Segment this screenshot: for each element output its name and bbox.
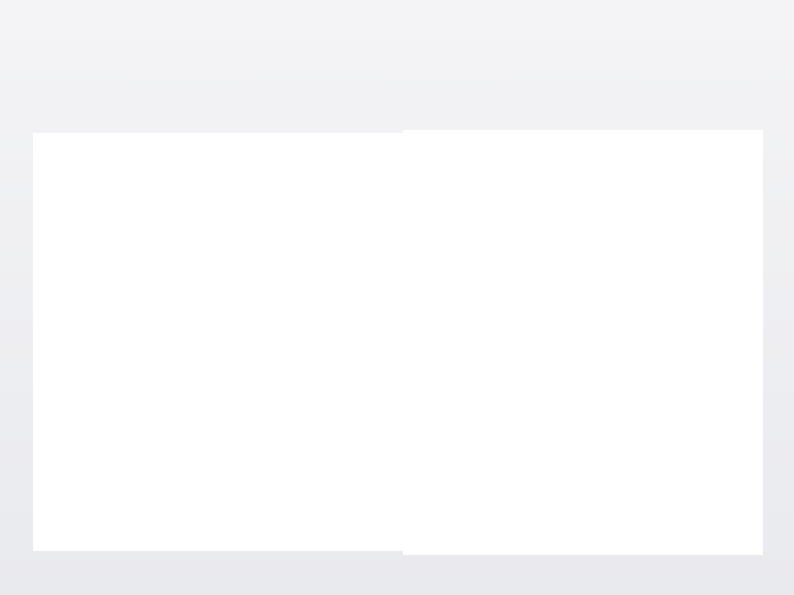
- raid-comparison-table: [33, 133, 403, 551]
- table-body: [33, 133, 403, 551]
- raid-diagrams: [403, 130, 763, 555]
